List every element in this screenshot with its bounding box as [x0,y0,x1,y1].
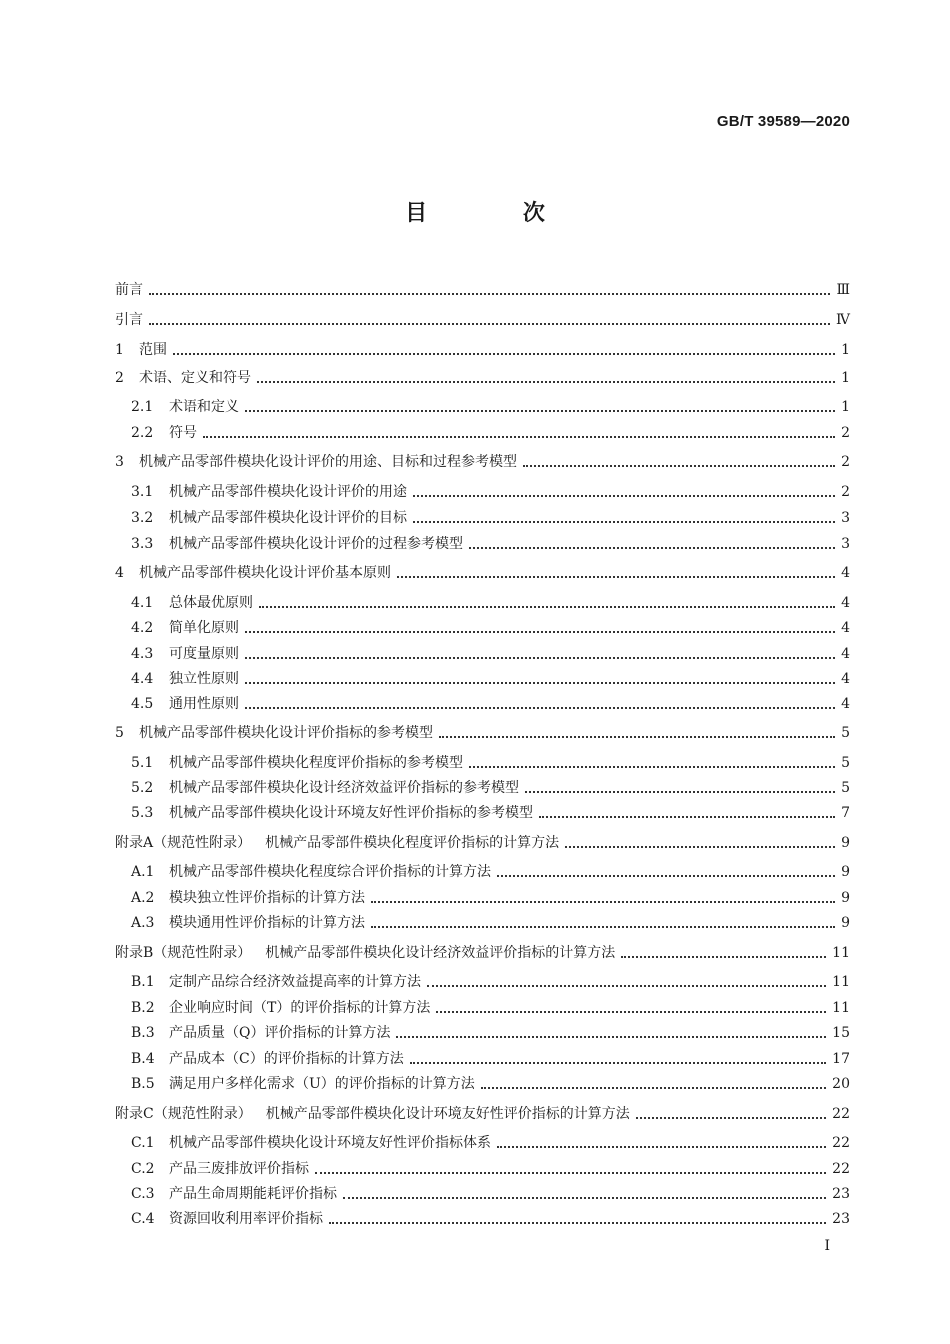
toc-entry-title: 模块独立性评价指标的计算方法 [169,890,365,906]
toc-entry-page: 23 [832,1186,850,1202]
toc-entry-title: 产品三废排放评价指标 [169,1161,309,1177]
toc-entry[interactable] [115,561,850,585]
dot-leader [469,765,835,768]
toc-entry-number: 2.1 [131,399,154,415]
toc-entry-number: C.4 [131,1211,155,1227]
toc-entry-page: 1 [841,370,850,386]
page-number: I [824,1238,830,1254]
toc-entry[interactable] [115,450,850,474]
toc-entry[interactable] [115,532,850,556]
toc-entry-title: 机械产品零部件模块化设计评价基本原则 [139,565,391,581]
toc-entry-page: 23 [832,1211,850,1227]
toc-entry-page: 22 [832,1161,850,1177]
toc-entry-page: 4 [841,671,850,687]
dot-leader [245,409,835,412]
toc-entry-number: 4.3 [131,646,154,662]
toc-entry-number: 5.1 [131,755,154,771]
toc-entry[interactable] [115,366,850,390]
toc-entry[interactable] [115,591,850,615]
toc-entry-number: 4.2 [131,620,154,636]
toc-entry-title: 总体最优原则 [169,595,253,611]
dot-leader [329,1221,826,1224]
toc-entry-page: 5 [841,725,850,741]
toc-entry-page: 3 [841,536,850,552]
toc-entry-title: 前言 [115,282,143,298]
toc-entry[interactable] [115,308,850,332]
toc-entry[interactable] [115,421,850,445]
toc-entry-number: B.1 [131,974,155,990]
toc-entry[interactable] [115,506,850,530]
toc-entry[interactable] [115,721,850,745]
toc-entry-number: 3.3 [131,536,154,552]
toc-entry-number: C.3 [131,1186,155,1202]
dot-leader [427,984,826,987]
toc-entry-page: 3 [841,510,850,526]
toc-entry-title: 机械产品零部件模块化设计环境友好性评价指标的参考模型 [169,805,533,821]
toc-entry-number: C.1 [131,1135,155,1151]
toc-entry-page: 15 [832,1025,850,1041]
dot-leader [497,1145,826,1148]
dot-leader [565,845,835,848]
toc-entry-title: 机械产品零部件模块化程度综合评价指标的计算方法 [169,864,491,880]
toc-entry-title: 模块通用性评价指标的计算方法 [169,915,365,931]
toc-entry-title: 机械产品零部件模块化设计环境友好性评价指标体系 [169,1135,491,1151]
dot-leader [621,955,826,958]
toc-entry-number: 3 [115,454,124,470]
dot-leader [397,575,835,578]
toc-entry-page: 5 [841,780,850,796]
toc-entry-page: 2 [841,454,850,470]
toc-entry-title: 企业响应时间（T）的评价指标的计算方法 [169,1000,431,1016]
page-title: 目 次 [405,201,589,226]
toc-entry-number: 4.1 [131,595,154,611]
toc-entry[interactable] [115,970,850,994]
dot-leader [315,1171,826,1174]
dot-leader [481,1086,826,1089]
toc-entry-number: 5.3 [131,805,154,821]
toc-entry-number: 附录A（规范性附录） [115,835,252,851]
toc-entry[interactable] [115,1157,850,1181]
toc-entry-title: 机械产品零部件模块化设计评价的过程参考模型 [169,536,463,552]
dot-leader [257,380,835,383]
toc-entry-title: 机械产品零部件模块化设计评价的用途 [169,484,407,500]
toc-entry-number: 3.1 [131,484,154,500]
toc-entry-title: 机械产品零部件模块化程度评价指标的参考模型 [169,755,463,771]
toc-entry-page: Ⅳ [836,312,850,328]
toc-entry-page: 17 [832,1051,850,1067]
toc-entry-title: 定制产品综合经济效益提高率的计算方法 [169,974,421,990]
dot-leader [439,735,835,738]
dot-leader [497,874,835,877]
dot-leader [413,494,835,497]
toc-entry-number: 附录B（规范性附录） [115,945,252,961]
toc-entry[interactable] [115,667,850,691]
dot-leader [343,1196,826,1199]
toc-entry-page: 11 [832,945,850,961]
toc-entry[interactable] [115,860,850,884]
dot-leader [539,815,835,818]
toc-entry[interactable] [115,480,850,504]
toc-entry-title: 机械产品零部件模块化设计评价指标的参考模型 [139,725,433,741]
dot-leader [436,1010,826,1013]
toc-entry-page: 1 [841,342,850,358]
toc-entry[interactable] [115,338,850,362]
toc-entry[interactable] [115,941,850,965]
toc-entry[interactable] [115,395,850,419]
toc-entry-page: 11 [832,1000,850,1016]
toc-entry-number: C.2 [131,1161,155,1177]
toc-entry-title: 资源回收利用率评价指标 [169,1211,323,1227]
toc-entry[interactable] [115,278,850,302]
toc-entry-title: 机械产品零部件模块化设计经济效益评价指标的参考模型 [169,780,519,796]
toc-entry[interactable] [115,886,850,910]
dot-leader [396,1035,826,1038]
toc-entry-title: 符号 [169,425,197,441]
dot-leader [149,292,830,295]
toc-entry-page: 9 [841,835,850,851]
toc-entry-number: B.2 [131,1000,155,1016]
toc-entry[interactable] [115,751,850,775]
toc-entry-page: 20 [832,1076,850,1092]
toc-entry-number: 4.5 [131,696,154,712]
toc-entry[interactable] [115,642,850,666]
toc-entry-page: 4 [841,620,850,636]
toc-entry-page: 22 [832,1106,850,1122]
toc-entry-number: A.2 [131,890,155,906]
dot-leader [259,605,835,608]
toc-entry-number: A.3 [131,915,155,931]
toc-entry[interactable] [115,1021,850,1045]
toc-entry[interactable] [115,776,850,800]
toc-entry-page: 1 [841,399,850,415]
toc-entry-number: 4.4 [131,671,154,687]
toc-entry-title: 机械产品零部件模块化设计环境友好性评价指标的计算方法 [265,1106,630,1122]
dot-leader [410,1061,826,1064]
toc-entry[interactable] [115,831,850,855]
dot-leader [371,925,835,928]
standard-code: GB/T 39589—2020 [716,113,850,130]
toc-entry-title: 机械产品零部件模块化设计经济效益评价指标的计算方法 [265,945,616,961]
toc-entry-page: 2 [841,425,850,441]
dot-leader [245,681,835,684]
toc-entry[interactable] [115,616,850,640]
toc-entry-number: 4 [115,565,124,581]
toc-entry-title: 范围 [139,342,167,358]
toc-entry-number: B.4 [131,1051,155,1067]
toc-entry-page: 4 [841,565,850,581]
toc-entry-title: 术语、定义和符号 [139,370,251,386]
toc-entry-page: 4 [841,595,850,611]
toc-entry-number: A.1 [131,864,155,880]
toc-entry-page: 5 [841,755,850,771]
toc-entry[interactable] [115,996,850,1020]
toc-entry-title: 可度量原则 [169,646,239,662]
toc-entry-title: 满足用户多样化需求（U）的评价指标的计算方法 [169,1076,475,1092]
toc-entry-page: 9 [841,915,850,931]
toc-entry-title: 独立性原则 [169,671,239,687]
toc-entry-number: 2.2 [131,425,154,441]
dot-leader [149,322,830,325]
toc-entry-page: Ⅲ [836,282,850,298]
toc-entry[interactable] [115,801,850,825]
dot-leader [245,656,835,659]
toc-entry-title: 术语和定义 [169,399,239,415]
toc-entry-number: 5 [115,725,124,741]
toc-entry-page: 11 [832,974,850,990]
toc-entry-title: 简单化原则 [169,620,239,636]
dot-leader [469,546,835,549]
toc-entry[interactable] [115,1072,850,1096]
toc-entry-number: 1 [115,342,124,358]
toc-entry-title: 机械产品零部件模块化设计评价的目标 [169,510,407,526]
toc-entry-title: 产品生命周期能耗评价指标 [169,1186,337,1202]
toc-entry-number: 2 [115,370,124,386]
toc-entry-page: 4 [841,646,850,662]
dot-leader [525,790,835,793]
toc-entry-number: 3.2 [131,510,154,526]
toc-entry-title: 通用性原则 [169,696,239,712]
toc-entry-page: 7 [841,805,850,821]
toc-entry-title: 产品成本（C）的评价指标的计算方法 [169,1051,404,1067]
toc-entry-title: 机械产品零部件模块化程度评价指标的计算方法 [265,835,560,851]
toc-entry[interactable] [115,1102,850,1126]
toc-entry-page: 2 [841,484,850,500]
toc-entry-number: 5.2 [131,780,154,796]
toc-entry[interactable] [115,1131,850,1155]
dot-leader [173,352,835,355]
toc-entry-number: B.5 [131,1076,155,1092]
dot-leader [636,1116,826,1119]
toc-entry-page: 9 [841,864,850,880]
toc-entry[interactable] [115,1047,850,1071]
toc-entry[interactable] [115,1182,850,1206]
dot-leader [245,630,835,633]
dot-leader [413,520,835,523]
dot-leader [523,464,835,467]
toc-entry-title: 产品质量（Q）评价指标的计算方法 [169,1025,391,1041]
toc-entry[interactable] [115,1207,850,1231]
toc-entry-page: 22 [832,1135,850,1151]
toc-entry-page: 4 [841,696,850,712]
toc-entry[interactable] [115,911,850,935]
dot-leader [371,900,835,903]
toc-entry-number: B.3 [131,1025,155,1041]
dot-leader [203,435,835,438]
dot-leader [245,706,835,709]
toc-entry-number: 附录C（规范性附录） [115,1106,252,1122]
toc-entry-title: 机械产品零部件模块化设计评价的用途、目标和过程参考模型 [139,454,517,470]
toc-entry[interactable] [115,692,850,716]
toc-entry-title: 引言 [115,312,143,328]
toc-entry-page: 9 [841,890,850,906]
